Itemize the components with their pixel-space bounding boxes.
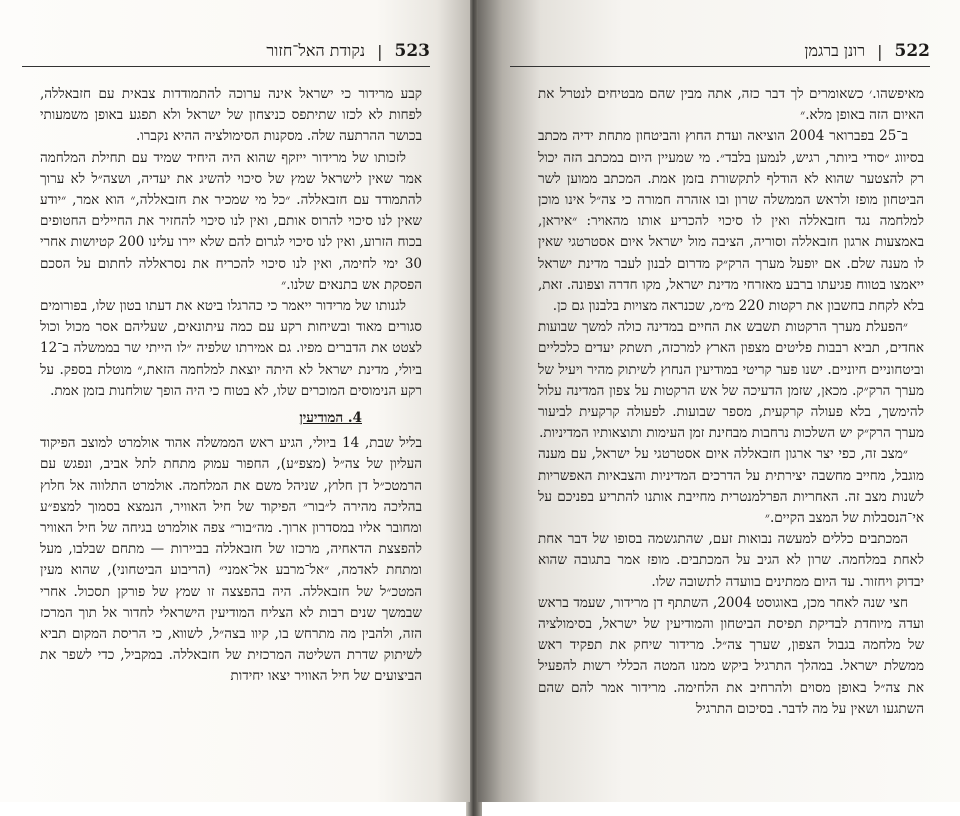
header-rule (22, 66, 430, 67)
paragraph: ב־25 בפברואר 2004 הוציאה ועדת החוץ והביטחון מתחת ידיה מכתב בסיווג ״סודי ביותר, רגיש, לנמען בלבד״. מי שמעיין היום במכתב הזה יכול רק להצטער שהוא לא הודלף לתקשורת בזמן אמת. המכתב ממוען לשר הביטחון מופז ולראש הממשלה שרון ובו אזהרה חמורה כי צה״ל אינו מוכן למלחמה נגד חזבאללה ואין לו סיכוי להכריע אותו מהאויר: ״איראן, באמצעות ארגון חזבאללה וסוריה, הציבה מול ישראל איום אסטרטגי שאין לו מענה שלם. אם יופעל מערך הרק״ק מדרום לבנון לעבר מדינת ישראל ייאמצו בטווח פגיעתו ברבע מאזרחי מדינת ישראל, מקו חדרה וצפונה. זאת, בלא לקחת בחשבון את רקטות 220 מ״מ, שכנראה מצויות בלבנון גם כן. (538, 128, 924, 315)
right-page-body (538, 84, 924, 720)
right-page-header (510, 38, 930, 64)
paragraph: המכתבים כללים למעשה נבואות זעם, שהתגשמה בסופו של דבר אחת לאחת במלחמה. שרון לא הגיב על המכתבים. מופז אמר בתגובה שהוא יבדוק ויחזור. עד היום ממתינים בוועדה לתשובה שלו. (538, 531, 924, 590)
paragraph: קבע מרידור כי ישראל אינה ערוכה להתמודדות צבאית עם חזבאללה, לפחות לא לכזו שתיתפס כניצחון של ישראל ולא תפגע באופן משמעותי בכושר ההרתעה שלה. מסקנות הסימולציה ההיא נקברו. (40, 86, 422, 145)
paragraph: ״מצב זה, כפי יצר ארגון חזבאללה איום אסטרטגי על ישראל, עם מענה מוגבל, מחייב מחשבה יצירתית על הדרכים המדיניות והצבאיות האפשריות לשנות מצב זה. האחריות הפרלמנטרית מחייבת אותנו להתריע בפניכם על אי־הנסבלות של המצב הקיים.״ (538, 446, 924, 527)
paragraph: לגנותו של מרידור ייאמר כי כהרגלו ביטא את דעתו בטון שלו, בפורומים סגורים מאוד ובשיחות רקע עם כמה עיתונאים, שעליהם אסר מכול וכול לצטט את הדברים מפיו. גם אמירתו שלפיה ״לו הייתי שר בממשלה ב־12 ביולי, מדינת ישראל לא היתה יוצאת למלחמה הזאת,״ מוטלת בספק. על רקע הנימוסים המוכרים שלו, לא בטוח כי היה הופך שולחנות בזמן אמת. (40, 298, 422, 399)
left-page-header (22, 38, 430, 64)
left-page (0, 0, 470, 802)
left-page-body (40, 84, 422, 688)
header-rule (510, 66, 930, 67)
header-separator: | (877, 41, 883, 61)
paragraph: מאיפשהו.׳ כשאומרים לך דבר כזה, אתה מבין שהם מבטיחים לנטרל את האיום הזה באופן מלא.״ (538, 86, 924, 124)
paragraph: לזכותו של מרידור ייזקף שהוא היה היחיד שמיד עם תחילת המלחמה אמר שאין לישראל שמץ של סיכוי להשיג את יעדיה, ושצה״ל לא ערוך להתמודד עם חזבאללה. ״כל מי שמכיר את חזבאללה,״ הוא אמר, ״יודע שאין לנו סיכוי להרוס אותם, ואין לנו סיכוי להחזיר את החיילים החטופים בכוח הזרוע, ואין לנו סיכוי לגרום להם שלא יירו עלינו 200 קטיושות אחרי 30 ימי לחימה, ואין לנו סיכוי להכריח את נסראללה לחתום על הסכם הפסקת אש בתנאים שלנו.״ (40, 149, 422, 293)
paragraph: חצי שנה לאחר מכן, באוגוסט 2004, השתתף דן מרידור, שעמד בראש ועדה מיוחדת לבדיקת תפיסת הביטחון והמודיעין של ישראל, בסימולציה של מלחמה בגבול הצפון, שערך צה״ל. מרידור שיחק את תפקיד ראש ממשלת ישראל. במהלך התרגיל ביקש ממנו המטה הכללי רשות להפעיל את צה״ל באופן מסוים ולהרחיב את הלחימה. מרידור אמר להם שהם השתגעו ושאין על מה לדבר. בסיכום התרגיל (538, 594, 924, 717)
page-number: 522 (894, 41, 930, 61)
paragraph: בליל שבת, 14 ביולי, הגיע ראש הממשלה אהוד אולמרט למוצב הפיקוד העליון של צה״ל (מצפ״ע), החפור עמוק מתחת לתל אביב, ונפגש עם הרמטכ״ל דן חלוץ, שניהל משם את המלחמה. אולמרט התלווה אל חלוץ בהליכה מהירה ל״בור״ הפיקוד של חיל האוויר, הנמצא בסמוך למצפ״ע ומחובר אליו במסדרון ארוך. מה״בור״ צפה אולמרט בגיחה של חיל האוויר להפצצת הדאחיה, מרכזו של חזבאללה בביירות — מתחם שבלבו, מעל ומתחת לאדמה, ״אל־מרבע אל־אמני״ (הריבוע הביטחוני), שהוא מעין המטכ״ל של חזבאללה. היה בהפצצה זו שמץ של פורקן תסכול. אחרי שבמשך שנים רבות לא הצליח המודיעין הישראלי לחדור אל תוך המרכז הזה, ולהבין מה מתרחש בו, קיוו בצה״ל, לשווא, כי הריסת המקום תביא לשיתוק שדרת השליטה המרכזית של חזבאללה. במקביל, כדי לשפר את הביצועים של חיל האוויר יצאו יחידות (40, 435, 422, 685)
header-separator: | (377, 41, 383, 61)
paragraph: ״הפעלת מערך הרקטות תשבש את החיים במדינה כולה למשך שבועות אחדים, תביא רבבות פליטים מצפון הארץ למרכזה, תשתק יעדים כלכליים וביטחוניים חיוניים. ישנו פער קריטי במודיעין הנחוץ לשיתוק מהיר ויעיל של מערך הרק״ק. מכאן, שזמן הדעיכה של אש הרקטות על צפון המדינה עלול להימשך, בלא פעולה קרקעית, מספר שבועות. לפעולה קרקעית לביעור מערך הרק״ק יש השלכות נרחבות מבחינת זמן העימות ותוצאותיו המדיניות. (538, 319, 924, 442)
right-page (478, 0, 960, 802)
running-title: רונן ברגמן (804, 41, 866, 60)
running-title: נקודת האל־חזור (266, 41, 366, 60)
section-heading: 4. המודיעין (299, 410, 362, 427)
page-number: 523 (394, 41, 430, 61)
